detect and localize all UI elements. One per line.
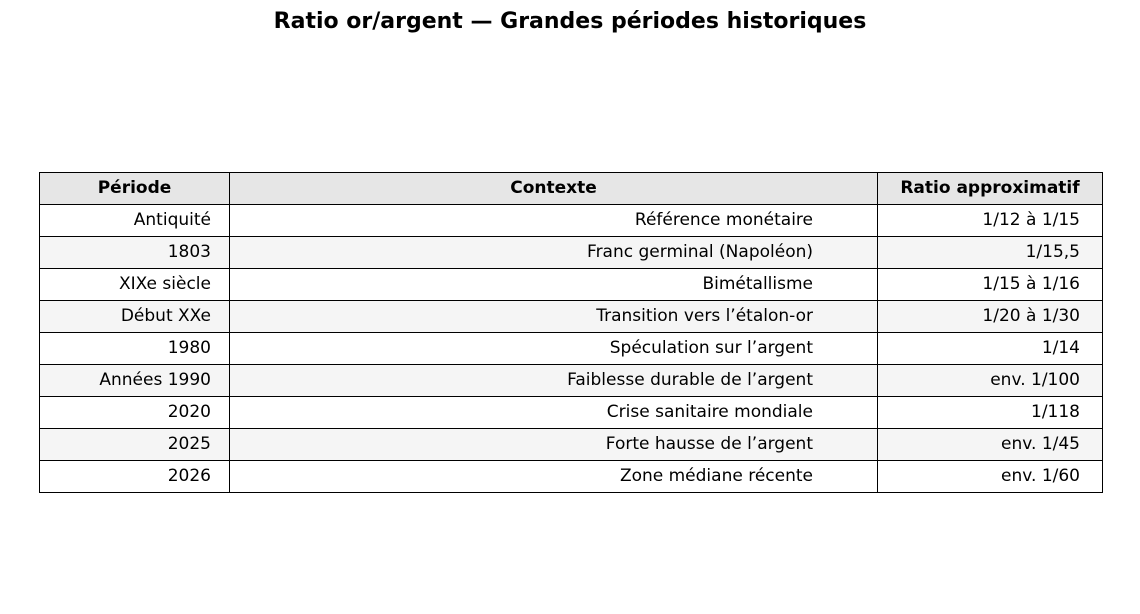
table-row (40, 397, 1103, 429)
cell-ratio: env. 1/60 (878, 461, 1103, 493)
cell-ratio: 1/118 (878, 397, 1103, 429)
table-row (40, 333, 1103, 365)
cell-contexte: Faiblesse durable de l’argent (230, 365, 878, 397)
cell-contexte: Transition vers l’étalon-or (230, 301, 878, 333)
column-header-contexte: Contexte (230, 173, 878, 205)
chart-title: Ratio or/argent — Grandes périodes historiques (273, 9, 867, 34)
table-row (40, 237, 1103, 269)
column-header-ratio: Ratio approximatif (878, 173, 1103, 205)
table-row (40, 205, 1103, 237)
data-table (39, 172, 1103, 493)
cell-periode: XIXe siècle (40, 269, 230, 301)
table-row (40, 301, 1103, 333)
cell-ratio: 1/12 à 1/15 (878, 205, 1103, 237)
cell-contexte: Franc germinal (Napoléon) (230, 237, 878, 269)
cell-ratio: 1/15,5 (878, 237, 1103, 269)
table-row (40, 269, 1103, 301)
cell-ratio: env. 1/100 (878, 365, 1103, 397)
column-header-periode: Période (40, 173, 230, 205)
cell-ratio: 1/15 à 1/16 (878, 269, 1103, 301)
cell-periode: 2026 (40, 461, 230, 493)
cell-periode: 2020 (40, 397, 230, 429)
cell-contexte: Zone médiane récente (230, 461, 878, 493)
cell-periode: Antiquité (40, 205, 230, 237)
cell-contexte: Forte hausse de l’argent (230, 429, 878, 461)
cell-periode: 2025 (40, 429, 230, 461)
cell-contexte: Référence monétaire (230, 205, 878, 237)
cell-ratio: 1/20 à 1/30 (878, 301, 1103, 333)
table-header-row (40, 173, 1103, 205)
cell-periode: 1980 (40, 333, 230, 365)
cell-ratio: env. 1/45 (878, 429, 1103, 461)
cell-periode: Années 1990 (40, 365, 230, 397)
cell-contexte: Spéculation sur l’argent (230, 333, 878, 365)
cell-periode: Début XXe (40, 301, 230, 333)
cell-periode: 1803 (40, 237, 230, 269)
cell-contexte: Bimétallisme (230, 269, 878, 301)
cell-contexte: Crise sanitaire mondiale (230, 397, 878, 429)
table-row (40, 429, 1103, 461)
table-row (40, 461, 1103, 493)
cell-ratio: 1/14 (878, 333, 1103, 365)
table-row (40, 365, 1103, 397)
